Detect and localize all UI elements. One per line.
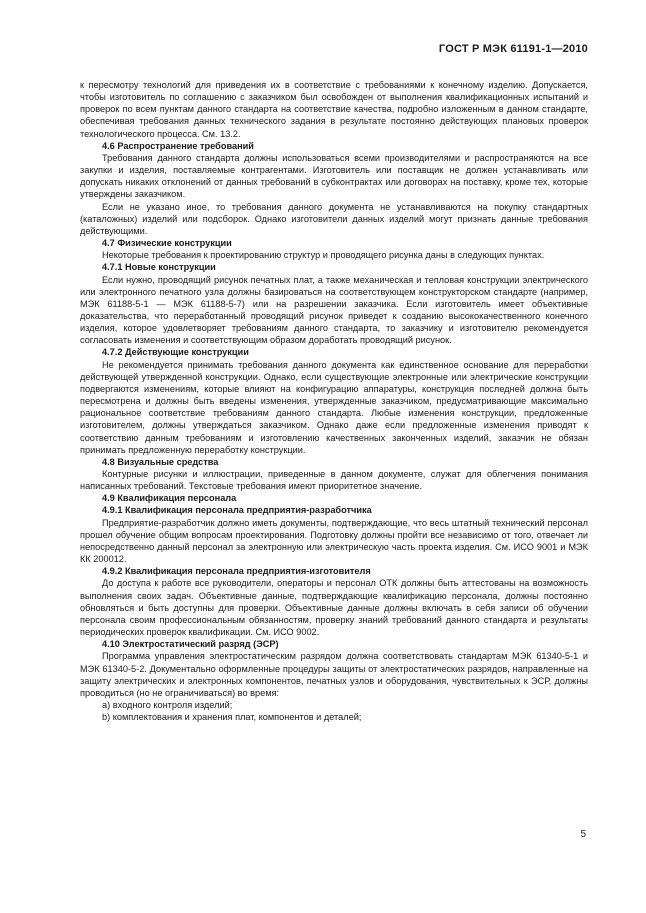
section-heading: 4.10 Электростатический разряд (ЭСР) <box>102 639 279 650</box>
section-heading: 4.9.1 Квалификация персонала предприятия-разработчика <box>102 505 372 516</box>
list-item: b) комплектования и хранения плат, компонентов и деталей; <box>102 712 362 723</box>
paragraph: Предприятие-разработчик должно иметь документы, подтверждающие, что весь штатный технический персонал прошел обучение общим вопросам проектирования. Подготовку должны пройти все независимо от того, отвечает ли непосредственно данный персонал за электронную или электрическую часть проекта изделия. См. ИСО 9001 и МЭК КК 200012. <box>80 517 588 565</box>
document-body <box>80 79 588 723</box>
section-heading: 4.9.2 Квалификация персонала предприятия-изготовителя <box>102 566 371 577</box>
paragraph: Если не указано иное, то требования данного документа не устанавливаются на покупку стандартных (каталожных) изделий или подсборок. Однако изготовители данных изделий могут признать данные требования действующими. <box>80 201 588 236</box>
paragraph: Контурные рисунки и иллюстрации, приведенные в данном документе, служат для облегчения понимания написанных требований. Текстовые требования имеют приоритетное значение. <box>80 469 588 492</box>
paragraph: Программа управления электростатическим разрядом должна соответствовать стандартам МЭК 61340-5-1 и МЭК 61340-5-2. Документально оформленные процедуры защиты от электростатических разрядов, направленные на защиту электрических и электронных компонентов, печатных узлов и оборудования, чувствительных к ЭСР, должны проводиться (но не ограничиваться) во время: <box>80 651 588 698</box>
section-heading: 4.7.2 Действующие конструкции <box>102 347 249 358</box>
list-item: a) входного контроля изделий; <box>102 699 233 710</box>
page-number: 5 <box>580 829 586 840</box>
paragraph: Не рекомендуется принимать требования данного документа как единственное основание для переработки действующей утвержденной конструкции. Однако, если существующие электронные или электрические конструкции подвергаются изменениям, которые влияют на конфигурацию аппаратуры, конструкция последней должна быть пересмотрена и должны быть введены изменения, утвержденные заказчиком, предусматривающие максимально рациональное соответствие требованиям данного стандарта. Любые изменения конструкции, предложенные изготовителем, должны утверждаться заказчиком. Однако даже если предложенные изменения приводят к соответствию данным требованиям и изготовлению качественных законченных изделий, заказчик не обязан принимать предложенную переработку конструкции. <box>80 359 588 455</box>
section-heading: 4.7 Физические конструкции <box>102 238 232 249</box>
paragraph: Требования данного стандарта должны использоваться всеми производителями и распространяются на все закупки и изделия, поставляемые контрагентами. Изготовитель или поставщик не должен устанавливать или допускать никаких отклонений от данных требований в субконтрактах или договорах на поставку, кроме тех, которые утверждены заказчиком. <box>80 152 588 200</box>
section-heading: 4.7.1 Новые конструкции <box>102 262 216 273</box>
section-heading: 4.9 Квалификация персонала <box>102 493 237 504</box>
paragraph: До доступа к работе все руководители, операторы и персонал ОТК должны быть аттестованы на возможность выполнения своих задач. Объективные данные, подтверждающие квалификацию персонала, должны постоянно обновляться и быть доступны для проверки. Объективные данные должны включать в себя записи об обучении персонала своим профессиональным обязанностям, проверку знаний требований данного стандарта и результаты периодических проверок квалификации. См. ИСО 9002. <box>80 578 588 638</box>
paragraph: к пересмотру технологий для приведения их в соответствие с требованиями к конечному изделию. Допускается, чтобы изготовитель по соглашению с заказчиком был освобожден от выполнения квалификационных испытаний и проверок по всем пунктам данного стандарта на соответствие качества, подробно изложенным в данном стандарте, обеспечивая требования данных технического задания в результате постоянно действующих плановых проверок технологического процесса. См. 13.2. <box>80 80 588 139</box>
paragraph: Некоторые требования к проектированию структур и проводящего рисунка даны в следующих пунктах. <box>102 250 545 261</box>
section-heading: 4.8 Визуальные средства <box>102 456 219 467</box>
paragraph: Если нужно, проводящий рисунок печатных плат, а также механическая и тепловая конструкции электрического или электронного печатного узла должны базироваться на соответствующем конструкторском стандарте (например, МЭК 61188-5-1 — МЭК 61188-5-7) или на разрешении заказчика. Если изготовитель имеет объективные доказательства, что переработанный проводящий рисунок приведет к созданию высококачественного конечного изделия, которое удовлетворяет требованиям данного стандарта, то заказчику и изготовителю рекомендуется согласовать изменения и соответствующим образом доработать проводящий рисунок. <box>80 274 588 346</box>
section-heading: 4.6 Распространение требований <box>102 140 254 151</box>
document-header: ГОСТ Р МЭК 61191-1—2010 <box>438 43 588 55</box>
